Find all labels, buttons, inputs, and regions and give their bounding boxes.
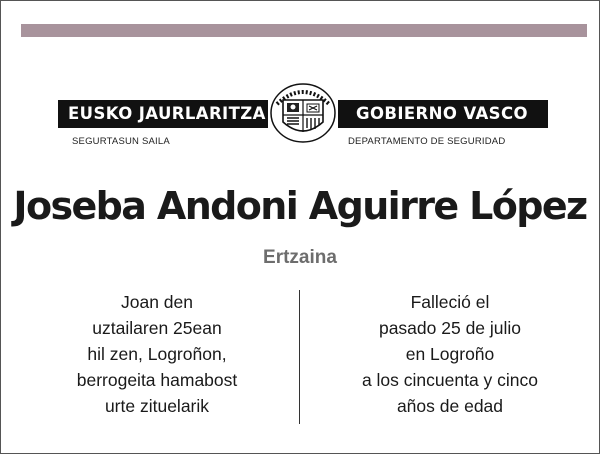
- message-line: Falleció el: [410, 292, 490, 312]
- org-name-spanish: GOBIERNO VASCO: [338, 100, 548, 128]
- basque-coat-of-arms-icon: [269, 82, 337, 144]
- column-divider: [299, 290, 300, 424]
- message-line: berrogeita hamabost: [76, 370, 238, 390]
- dept-name-basque: SEGURTASUN SAILA: [72, 136, 170, 147]
- dept-name-spanish: DEPARTAMENTO DE SEGURIDAD: [348, 136, 506, 147]
- deceased-role: Ertzaina: [263, 247, 337, 268]
- message-spanish: [330, 289, 570, 419]
- top-decorative-bar: [21, 24, 587, 37]
- deceased-name: Joseba Andoni Aguirre López: [13, 184, 587, 228]
- message-line: en Logroño: [405, 344, 495, 364]
- message-line: a los cincuenta y cinco: [361, 370, 539, 390]
- message-line: uztailaren 25ean: [92, 318, 222, 338]
- government-logo: [58, 83, 548, 151]
- org-name-basque: EUSKO JAURLARITZA: [58, 100, 268, 128]
- message-line: urte zituelarik: [104, 396, 210, 416]
- message-basque: [37, 289, 277, 419]
- message-line: Joan den: [120, 292, 193, 312]
- message-line: pasado 25 de julio: [378, 318, 522, 338]
- message-line: hil zen, Logroñon,: [87, 344, 227, 364]
- message-line: años de edad: [396, 396, 504, 416]
